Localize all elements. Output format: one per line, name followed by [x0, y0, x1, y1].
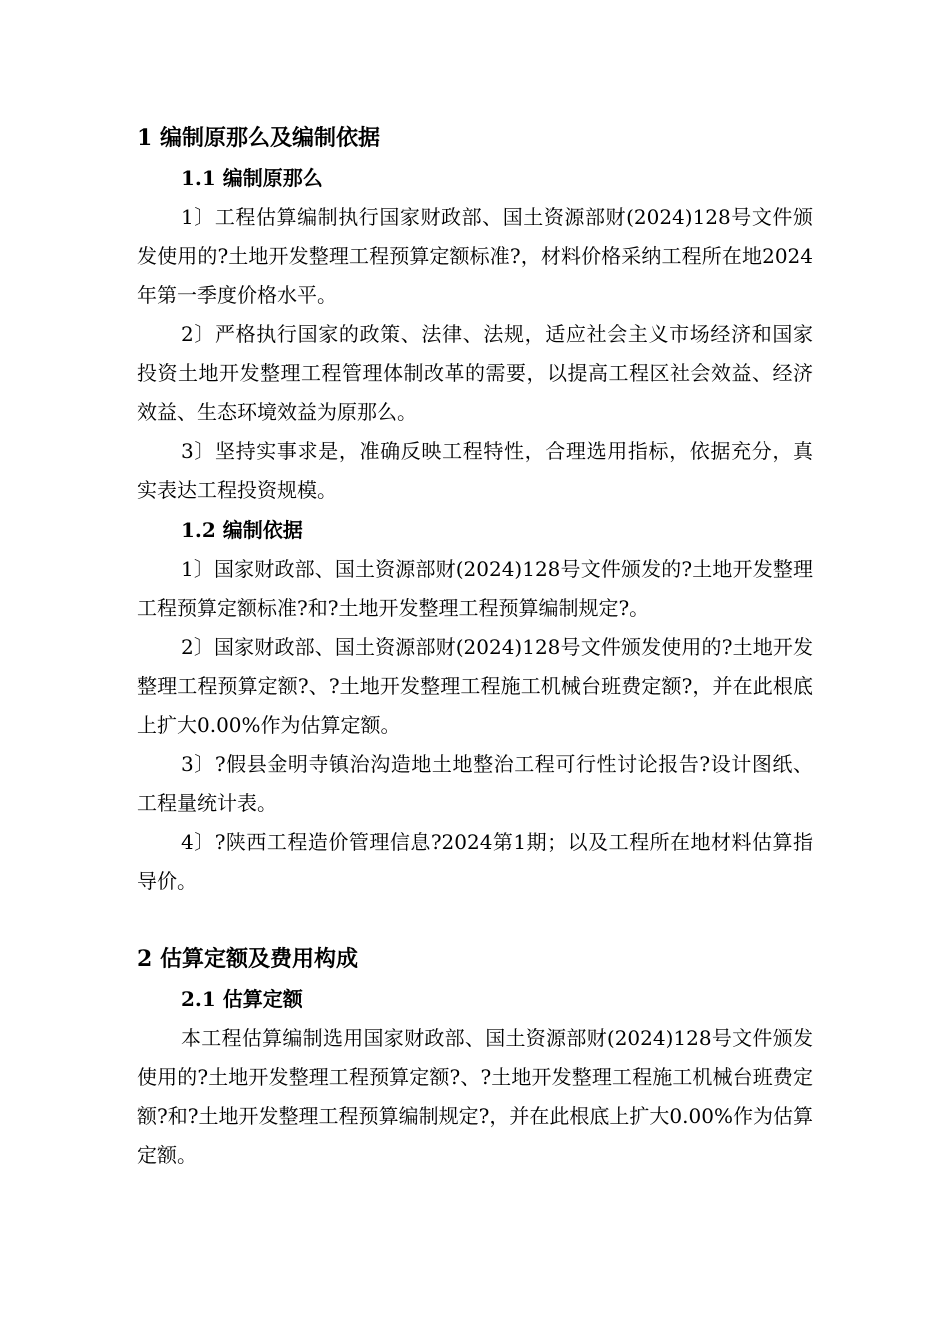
paragraph-1-2-1: 1〕国家财政部、国土资源部财(2024)128号文件颁发的?土地开发整理工程预算定额标准?和?土地开发整理工程预算编制规定?。: [137, 557, 813, 620]
section-spacer: [137, 901, 813, 939]
subsection-1-1-heading: 1.1 编制原那么: [181, 166, 323, 190]
document-page: [137, 118, 813, 1175]
paragraph-1-1-1: 1〕工程估算编制执行国家财政部、国土资源部财(2024)128号文件颁发使用的?土地开发整理工程预算定额标准?，材料价格采纳工程所在地2024年第一季度价格水平。: [137, 205, 813, 307]
subsection-1-2-heading: 1.2 编制依据: [181, 518, 303, 542]
paragraph-1-2-4: 4〕?陕西工程造价管理信息?2024第1期；以及工程所在地材料估算指导价。: [137, 830, 813, 893]
section-2-heading: 2 估算定额及费用构成: [137, 946, 358, 972]
paragraph-1-1-2: 2〕严格执行国家的政策、法律、法规，适应社会主义市场经济和国家投资土地开发整理工程管理体制改革的需要，以提高工程区社会效益、经济效益、生态环境效益为原那么。: [137, 322, 813, 424]
paragraph-1-2-2: 2〕国家财政部、国土资源部财(2024)128号文件颁发使用的?土地开发整理工程预算定额?、?土地开发整理工程施工机械台班费定额?，并在此根底上扩大0.00%作为估算定额。: [137, 635, 813, 737]
subsection-2-1-heading: 2.1 估算定额: [181, 987, 303, 1011]
paragraph-1-2-3: 3〕?假县金明寺镇治沟造地土地整治工程可行性讨论报告?设计图纸、工程量统计表。: [137, 752, 813, 815]
section-1-heading: 1 编制原那么及编制依据: [137, 125, 380, 151]
paragraph-2-1-1: 本工程估算编制选用国家财政部、国土资源部财(2024)128号文件颁发使用的?土地开发整理工程预算定额?、?土地开发整理工程施工机械台班费定额?和?土地开发整理工程预算编制规定?，并在此根底上扩大0.00%作为估算定额。: [137, 1026, 813, 1167]
paragraph-1-1-3: 3〕坚持实事求是，准确反映工程特性，合理选用指标，依据充分，真实表达工程投资规模。: [137, 439, 813, 502]
